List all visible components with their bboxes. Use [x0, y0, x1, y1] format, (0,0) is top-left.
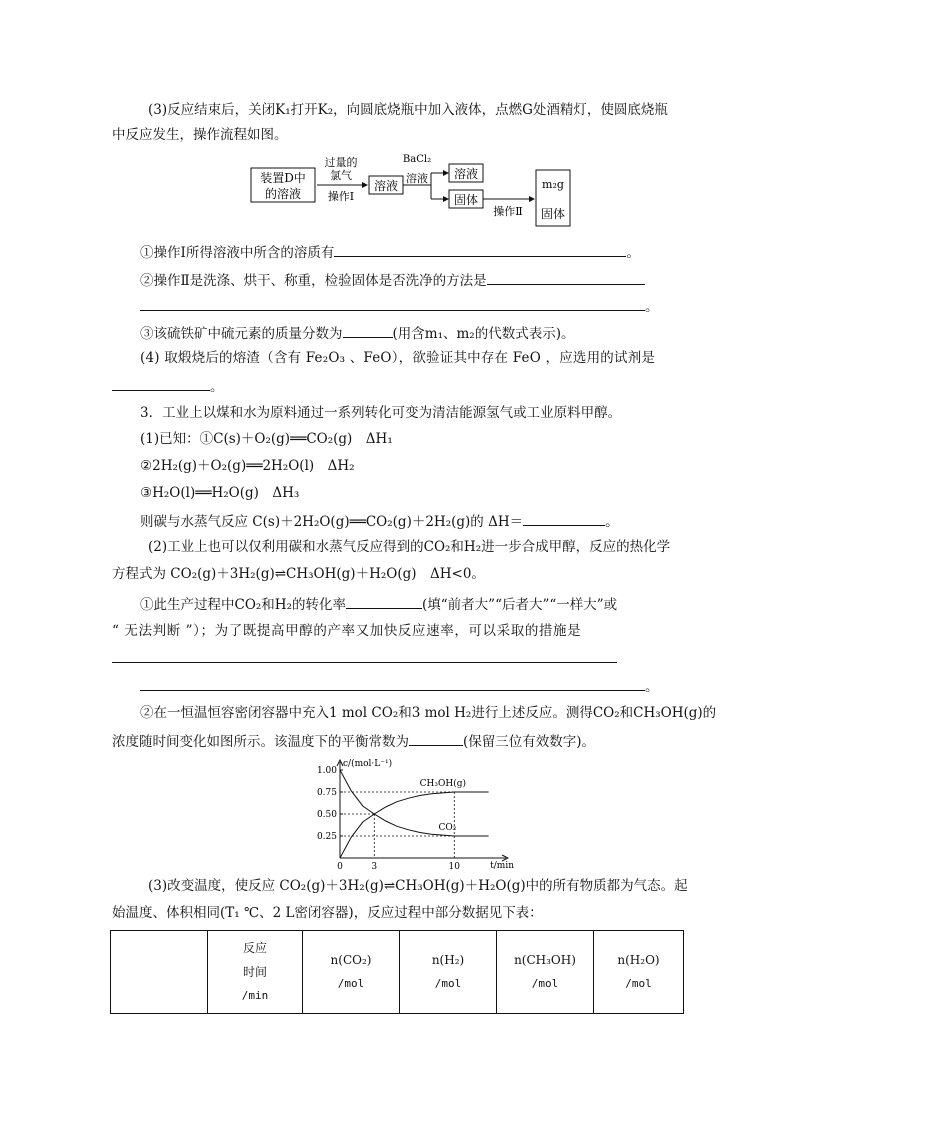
- flow-box-end-l1: m₂g: [542, 178, 564, 191]
- p3-part2-line1: (2)工业上也可以仅利用碳和水蒸气反应得到的CO₂和H₂进一步合成甲醇，反应的热化学: [148, 539, 671, 555]
- p3-known2: ②2H₂(g)＋O₂(g)══2H₂O(l) ΔH₂: [140, 458, 355, 474]
- series-line-0: [340, 792, 489, 858]
- table-header-row: [111, 931, 684, 1014]
- flow-arrow3-bottom: 操作Ⅱ: [493, 205, 523, 218]
- series-line-1: [340, 770, 489, 836]
- p3-known4: 则碳与水蒸气反应 C(s)＋2H₂O(g)══CO₂(g)＋2H₂(g)的 ΔH＝ 。: [140, 511, 934, 531]
- flow-arrow1-bottom: 操作Ⅰ: [327, 190, 355, 203]
- flow-box-start-l1: 装置D中: [260, 171, 306, 185]
- flow-arrow1-top1: 过量的: [324, 156, 358, 169]
- p3-part3-line2: 始温度、体积相同(T₁ ℃、2 L密闭容器)，反应过程中部分数据见下表：: [112, 905, 543, 921]
- p3-part2-item1: ①此生产过程中CO₂和H₂的转化率 (填“前者大”“后者大”“一样大”或: [140, 594, 934, 614]
- p3-part2-item1-cont: “ 无法判断 ”）；为了既提高甲醇的产率又加快反应速率，可以采取的措施是: [112, 623, 582, 639]
- answer-blank[interactable]: [523, 511, 605, 526]
- series-label-co2: CO₂: [438, 823, 457, 833]
- data-table: [110, 930, 684, 1014]
- q3-3-line1: (3)反应结束后，关闭K₁打开K₂，向圆底烧瓶中加入液体，点燃G处酒精灯，使圆底烧瓶: [148, 102, 668, 118]
- y-tick-label: 0.75: [316, 788, 337, 798]
- x-tick-label: 0: [337, 862, 343, 872]
- answer-blank[interactable]: [346, 594, 422, 609]
- q3-item2: ②操作Ⅱ是洗涤、烘干、称重，检验固体是否洗净的方法是: [140, 270, 934, 290]
- concentration-chart: [310, 758, 514, 872]
- answer-blank[interactable]: [140, 296, 645, 311]
- flow-box-end-l2: 固体: [540, 207, 566, 221]
- p3-known1: (1)已知：①C(s)＋O₂(g)══CO₂(g) ΔH₁: [140, 431, 393, 447]
- flow-box-solution-label: 溶液: [373, 179, 399, 193]
- q3-3-line2: 中反应发生，操作流程如图。: [112, 127, 288, 143]
- flow-arrow2-bottom: 溶液: [406, 172, 428, 185]
- p3-part2-item1-end: 。: [140, 676, 934, 696]
- answer-blank[interactable]: [487, 270, 645, 285]
- series-label-ch3oh: CH₃OH(g): [419, 779, 467, 789]
- q3-4-line2: 。: [112, 376, 906, 396]
- y-tick-label: 1.00: [316, 766, 337, 776]
- table-header-nch3oh: n(CH₃OH) /mol: [497, 931, 594, 1014]
- flow-arrow2-top: BaCl₂: [402, 154, 432, 165]
- table-header-time: 反应 时间 /min: [208, 931, 303, 1014]
- p3-part2-item2: ②在一恒温恒容密闭容器中充入1 mol CO₂和3 mol H₂进行上述反应。测得CO₂和CH₃OH(g)的: [140, 705, 717, 721]
- table-header-nh2: n(H₂) /mol: [400, 931, 497, 1014]
- p3-title: 3．工业上以煤和水为原料通过一系列转化可变为清洁能源氢气或工业原料甲醇。: [140, 405, 622, 421]
- answer-blank[interactable]: [409, 731, 463, 746]
- flow-diagram: [245, 148, 575, 230]
- answer-rule[interactable]: [112, 662, 617, 663]
- flow-box-solid-label: 固体: [453, 193, 479, 207]
- flow-box-start-l2: 的溶液: [264, 187, 302, 201]
- x-axis-label: t/min: [490, 861, 514, 871]
- flow-arrow1-top2: 氯气: [330, 169, 352, 182]
- p3-known3: ③H₂O(l)══H₂O(g) ΔH₃: [140, 485, 300, 501]
- y-tick-label: 0.50: [316, 810, 337, 820]
- p3-part3-line1: (3)改变温度，使反应 CO₂(g)＋3H₂(g)⇌CH₃OH(g)＋H₂O(g)中的所有物质都为气态。起: [148, 878, 688, 894]
- y-tick-label: 0.25: [316, 832, 337, 842]
- q3-item3: ③该硫铁矿中硫元素的质量分数为 (用含m₁、m₂的代数式表示)。: [140, 323, 934, 343]
- table-header-nh2o: n(H₂O) /mol: [594, 931, 684, 1014]
- x-tick-label: 3: [371, 862, 378, 872]
- table-header-blank: [111, 931, 208, 1014]
- answer-blank[interactable]: [112, 376, 210, 391]
- flow-box-filtrate-label: 溶液: [453, 167, 479, 181]
- q3-item1: ①操作Ⅰ所得溶液中所含的溶质有 。: [140, 242, 934, 262]
- p3-part2-line2: 方程式为 CO₂(g)＋3H₂(g)⇌CH₃OH(g)＋H₂O(g) ΔH<0。: [112, 566, 485, 582]
- answer-blank[interactable]: [334, 242, 626, 257]
- p3-part2-item2-cont: 浓度随时间变化如图所示。该温度下的平衡常数为 (保留三位有效数字)。: [112, 731, 906, 751]
- answer-blank[interactable]: [343, 323, 393, 338]
- q3-item2-cont: 。: [140, 296, 934, 316]
- table-header-nco2: n(CO₂) /mol: [303, 931, 400, 1014]
- q3-4-line1: (4) 取煅烧后的熔渣（含有 Fe₂O₃ 、FeO），欲验证其中存在 FeO ，应选用的试剂是: [140, 350, 656, 366]
- y-axis-label: c/(mol·L⁻¹): [343, 759, 393, 769]
- answer-blank[interactable]: [140, 676, 645, 691]
- x-tick-label: 10: [448, 862, 461, 872]
